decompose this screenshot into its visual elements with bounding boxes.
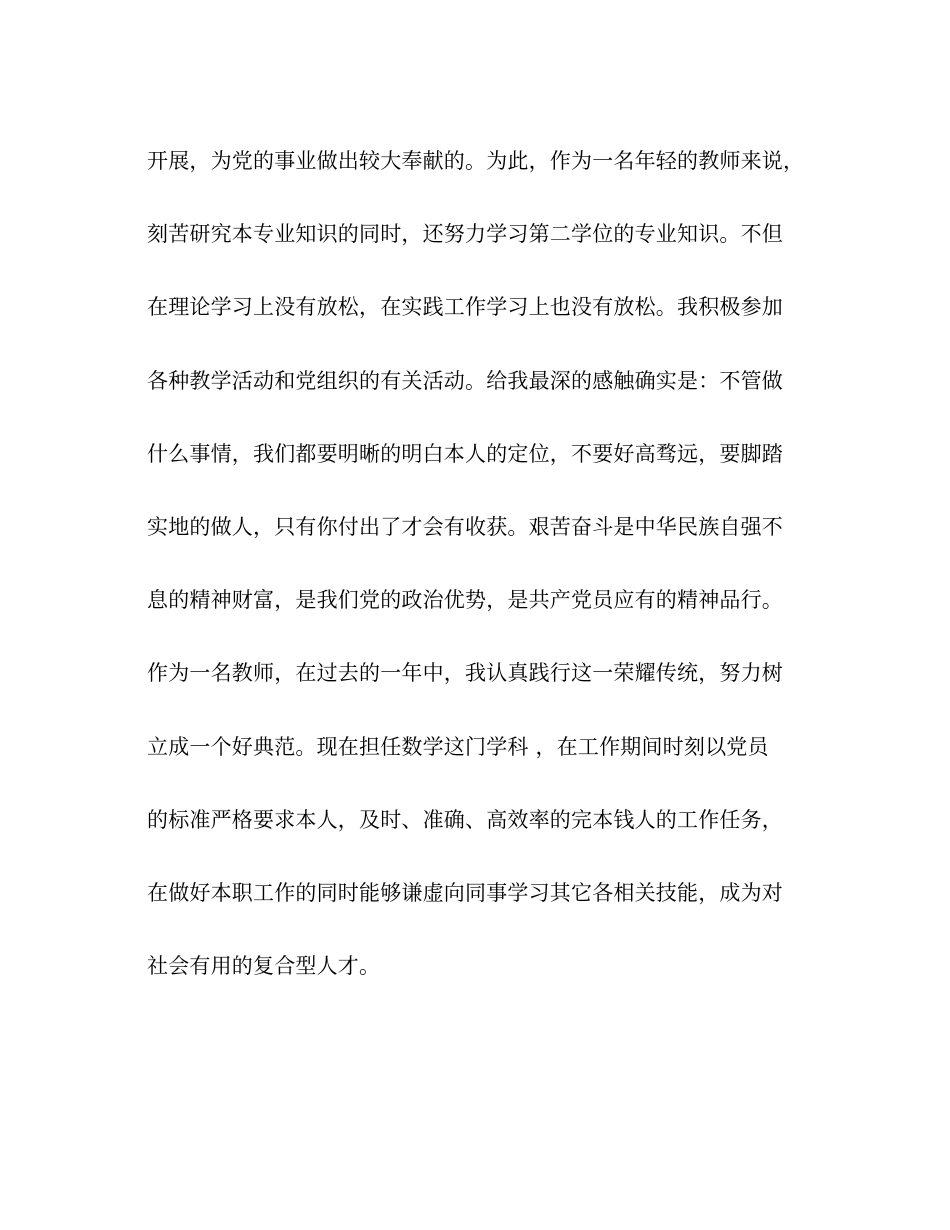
document-body	[147, 141, 827, 1019]
text-line: 息的精神财富，是我们党的政治优势，是共产党员应有的精神品行。	[147, 588, 783, 613]
text-line: 在做好本职工作的同时能够谦虚向同事学习其它各相关技能，成为对	[147, 880, 783, 905]
text-line: 的标准严格要求本人，及时、准确、高效率的完本钱人的工作任务，	[147, 807, 783, 832]
text-line: 各种教学活动和党组织的有关活动。给我最深的感触确实是：不管做	[147, 368, 783, 393]
text-line: 作为一名教师，在过去的一年中，我认真践行这一荣耀传统，努力树	[147, 661, 783, 686]
text-line: 在理论学习上没有放松，在实践工作学习上也没有放松。我积极参加	[147, 295, 783, 320]
text-line: 社会有用的复合型人才。	[147, 954, 381, 979]
text-line: 开展，为党的事业做出较大奉献的。为此，作为一名年轻的教师来说，	[147, 149, 805, 173]
text-line: 刻苦研究本专业知识的同时，还努力学习第二学位的专业知识。不但	[147, 222, 783, 247]
text-line: 立成一个好典范。现在担任数学这门学科 ，在工作期间时刻以党员	[147, 734, 769, 759]
text-line: 实地的做人，只有你付出了才会有收获。艰苦奋斗是中华民族自强不	[147, 514, 783, 539]
text-line: 什么事情，我们都要明晰的明白本人的定位，不要好高骛远，要脚踏	[147, 441, 783, 466]
